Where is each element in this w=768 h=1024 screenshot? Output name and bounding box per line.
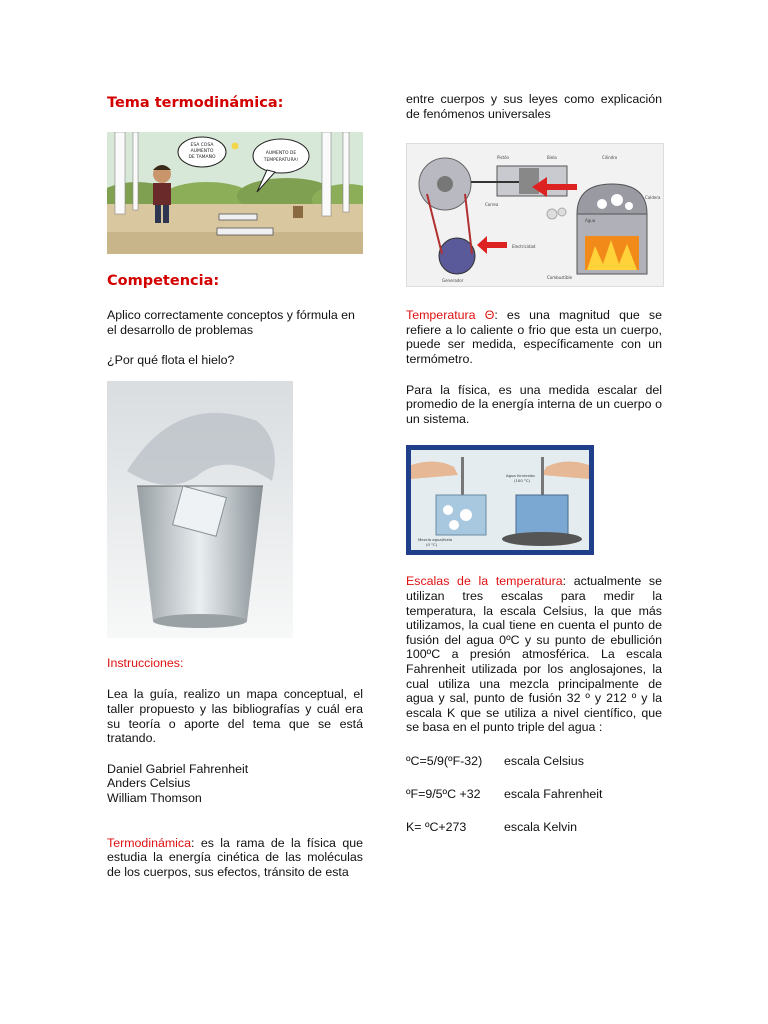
termodinamica-text: : es la rama de la física que estudia la energía cinética de las moléculas de los cuerpos, sus efectos, tránsito de esta bbox=[107, 835, 363, 879]
svg-text:Biela: Biela bbox=[547, 155, 557, 161]
formula-scale-name: escala Celsius bbox=[504, 753, 584, 768]
formulas-list bbox=[406, 754, 662, 835]
engine-label: Pistón bbox=[497, 155, 510, 161]
scientist-name: William Thomson bbox=[107, 790, 202, 805]
instrucciones-text: Lea la guía, realizo un mapa conceptual, el taller propuesto y las bibliografías y cuál era su teoría o aporte del tema que se está tratando. bbox=[107, 687, 363, 746]
thermometer-beakers-image bbox=[406, 445, 594, 555]
formula-row bbox=[406, 754, 662, 769]
instrucciones-heading: Instrucciones: bbox=[107, 655, 184, 670]
bubble-text-2: AUMENTO DE bbox=[265, 151, 297, 156]
bubble-text-1: ESA COSA bbox=[190, 143, 214, 148]
formula: ºF=9/5ºC +32 bbox=[406, 786, 481, 801]
formula: ºC=5/9(ºF-32) bbox=[406, 753, 483, 768]
formula: K= ºC+273 bbox=[406, 819, 467, 834]
competencia-heading: Competencia: bbox=[107, 273, 220, 289]
water-glass-image bbox=[107, 381, 293, 638]
formula-row bbox=[406, 787, 662, 802]
temperatura-label: Temperatura Θ bbox=[406, 308, 495, 323]
svg-text:Electricidad: Electricidad bbox=[512, 244, 536, 250]
left-column bbox=[107, 94, 363, 879]
temperatura-paragraph bbox=[406, 308, 662, 366]
scientists-list bbox=[107, 762, 363, 806]
svg-text:Generador: Generador bbox=[442, 278, 464, 284]
steam-engine-image bbox=[406, 143, 664, 287]
termodinamica-paragraph bbox=[107, 836, 363, 880]
continuation-text: entre cuerpos y sus leyes como explicación de fenómenos universales bbox=[406, 92, 662, 121]
svg-text:Agua hirviendo: Agua hirviendo bbox=[506, 473, 535, 479]
scientist-name: Daniel Gabriel Fahrenheit bbox=[107, 761, 249, 776]
svg-text:TEMPERATURA!: TEMPERATURA! bbox=[263, 158, 299, 163]
cartoon-image bbox=[107, 132, 363, 254]
svg-text:Correa: Correa bbox=[485, 202, 499, 208]
escalas-text: : actualmente se utilizan tres escalas para medir la temperatura, la escala Celsius, la que más utilizamos, la cual tiene en cuenta el punto de fusión del agua 0ºC y su punto de ebullición 100ºC a presión atmosférica. La escala Fahrenheit utilizada por los anglosajones, la cual utiliza una mezcla principalmente de agua y sal, punto de fusión 32 º y 212 º y la escala K que se utiliza a nivel científico, que se basa en el punto triple del agua : bbox=[406, 574, 662, 735]
temperatura-text: : es una magnitud que se refiere a lo caliente o frio que esta un cuerpo, puede ser medida, específicamente con un termómetro. bbox=[406, 308, 662, 366]
page-title: Tema termodinámica: bbox=[107, 95, 284, 111]
fisica-paragraph: Para la física, es una medida escalar del promedio de la energía interna de un cuerpo o un sistema. bbox=[406, 382, 662, 426]
right-column bbox=[406, 92, 662, 835]
svg-text:Agua: Agua bbox=[585, 218, 596, 224]
termodinamica-label: Termodinámica bbox=[107, 835, 192, 850]
scientist-name: Anders Celsius bbox=[107, 776, 191, 791]
svg-text:Cilindro: Cilindro bbox=[602, 155, 618, 161]
ice-question: ¿Por qué flota el hielo? bbox=[107, 353, 235, 368]
svg-text:(0 °C): (0 °C) bbox=[426, 542, 438, 548]
svg-text:DE TAMAÑO: DE TAMAÑO bbox=[188, 155, 216, 160]
svg-text:(100 °C): (100 °C) bbox=[514, 478, 530, 484]
formula-scale-name: escala Kelvin bbox=[504, 819, 578, 834]
svg-text:Caldera: Caldera bbox=[645, 195, 661, 201]
formula-row bbox=[406, 820, 662, 835]
svg-text:Mezcla agua/hielo: Mezcla agua/hielo bbox=[418, 537, 453, 543]
svg-text:Combustible: Combustible bbox=[547, 275, 573, 281]
escalas-paragraph bbox=[406, 574, 662, 735]
competencia-text: Aplico correctamente conceptos y fórmula en el desarrollo de problemas bbox=[107, 308, 355, 337]
svg-text:AUMENTO: AUMENTO bbox=[190, 149, 214, 154]
escalas-label: Escalas de la temperatura bbox=[406, 574, 563, 589]
formula-scale-name: escala Fahrenheit bbox=[504, 786, 603, 801]
